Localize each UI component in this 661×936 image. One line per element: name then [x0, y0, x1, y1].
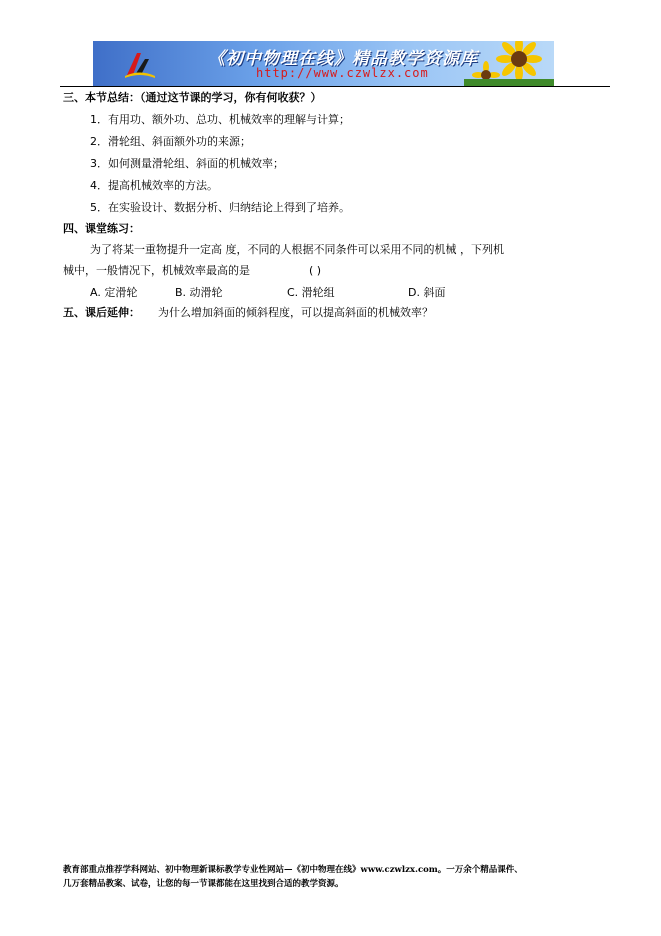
section5-heading: 五、课后延伸：	[63, 306, 140, 319]
summary-item-4: 4．提高机械效率的方法。	[90, 179, 218, 192]
sunflower-image	[464, 41, 554, 86]
header-divider	[60, 86, 610, 87]
exercise-question-line2: 械中，一般情况下，机械效率最高的是	[63, 264, 250, 277]
banner-url[interactable]: http://www.czwlzx.com	[256, 66, 429, 80]
answer-blank: ( )	[309, 264, 322, 277]
summary-item-1: 1．有用功、额外功、总功、机械效率的理解与计算；	[90, 113, 350, 126]
option-c: C. 滑轮组	[287, 286, 335, 299]
footer-line-2: 几万套精品教案、试卷，让您的每一节课都能在这里找到合适的教学资源。	[63, 879, 344, 889]
option-a: A. 定滑轮	[90, 286, 138, 299]
summary-item-3: 3．如何测量滑轮组、斜面的机械效率；	[90, 157, 284, 170]
header-banner	[93, 41, 554, 86]
page-footer	[63, 863, 603, 891]
site-logo-icon	[123, 49, 157, 79]
option-b: B. 动滑轮	[175, 286, 223, 299]
section3-heading: 三、本节总结：（通过这节课的学习，你有何收获？）	[63, 91, 322, 104]
summary-item-5: 5．在实验设计、数据分析、归纳结论上得到了培养。	[90, 201, 350, 214]
section5-question: 为什么增加斜面的倾斜程度，可以提高斜面的机械效率？	[158, 306, 433, 319]
section4-heading: 四、课堂练习：	[63, 222, 140, 235]
banner-title: 《初中物理在线》精品教学资源库	[208, 49, 478, 69]
footer-line-1: 教育部重点推荐学科网站、初中物理新课标教学专业性网站—《初中物理在线》www.czwlzx.com。一万余个精品课件、	[63, 865, 523, 875]
option-d: D. 斜面	[408, 286, 446, 299]
summary-item-2: 2．滑轮组、斜面额外功的来源；	[90, 135, 251, 148]
exercise-question-line1: 为了将某一重物提升一定高 度，不同的人根据不同条件可以采用不同的机械 ，下列机	[90, 243, 504, 256]
